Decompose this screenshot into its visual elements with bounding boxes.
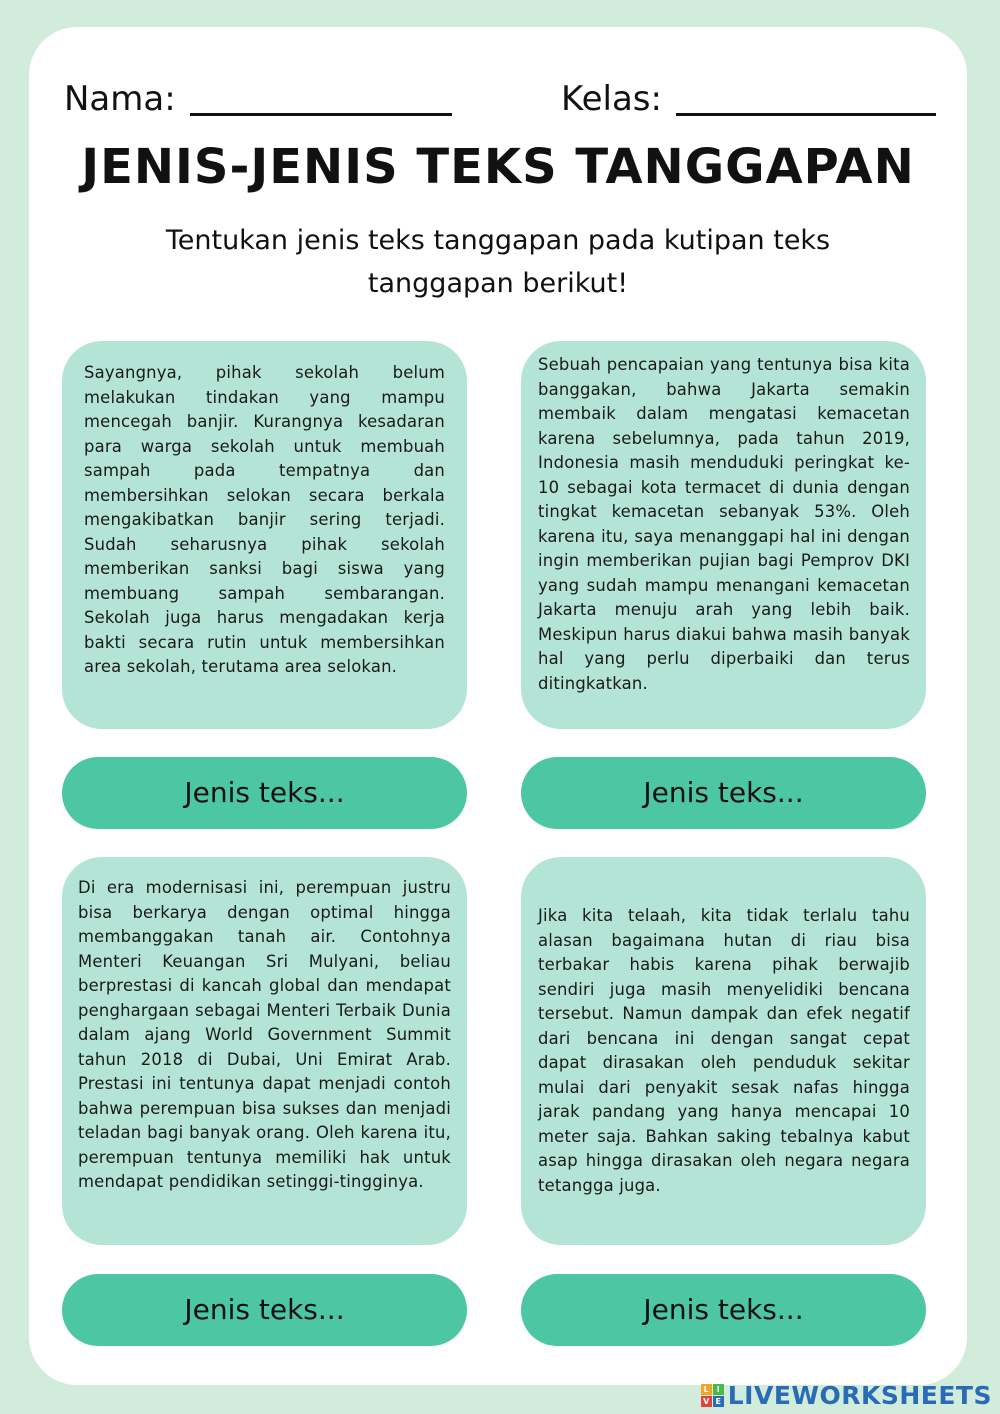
name-field <box>64 79 452 119</box>
liveworksheets-brand[interactable] <box>701 1380 992 1410</box>
class-blank-line[interactable] <box>676 113 936 116</box>
liveworksheets-logo-icon <box>701 1384 724 1407</box>
page-title: JENIS-JENIS TEKS TANGGAPAN <box>81 139 915 195</box>
excerpt-text-2: Sebuah pencapaian yang tentunya bisa kita banggakan, bahwa Jakarta semakin membaik dalam mengatasi kemacetan karena sebelumnya, pada tahun 2019, Indonesia masih menduduki peringkat ke-10 sebagai kota termacet di dunia dengan tingkat kemacetan sebanyak 53%. Oleh karena itu, saya menanggapi hal ini dengan ingin memberikan pujian bagi Pemprov DKI yang sudah mampu menangani kemacetan Jakarta menuju arah yang lebih baik. Meskipun harus diakui bahwa masih banyak hal yang perlu diperbaiki dan terus ditingkatkan. <box>538 355 910 693</box>
excerpt-text-4: Jika kita telaah, kita tidak terlalu tahu alasan bagaimana hutan di riau bisa terbakar habis karena pihak berwajib sendiri juga masih menyelidiki bencana tersebut. Namun dampak dan efek negatif dari bencana ini dengan sangat cepat dapat dirasakan oleh penduduk sekitar mulai dari penyakit sesak nafas hingga jarak pandang yang hanya mencapai 10 meter saja. Bahkan saking tebalnya kabut asap hingga dirasakan oleh negara negara tetangga juga. <box>538 906 910 1195</box>
logo-letter: V <box>701 1396 712 1407</box>
answer-field-4[interactable]: Jenis teks... <box>521 1274 926 1346</box>
logo-letter: I <box>713 1384 724 1395</box>
excerpt-card-4 <box>521 857 926 1245</box>
name-blank-line[interactable] <box>190 113 452 116</box>
excerpt-text-3: Di era modernisasi ini, perempuan justru bisa berkarya dengan optimal hingga membanggakan tanah air. Contohnya Menteri Keuangan Sri Mulyani, beliau berprestasi di kancah global dan mendapat penghargaan sebagai Menteri Terbaik Dunia dalam ajang World Government Summit tahun 2018 di Dubai, Uni Emirat Arab. Prestasi ini tentunya dapat menjadi contoh bahwa perempuan bisa sukses dan menjadi teladan bagi banyak orang. Oleh karena itu, perempuan tentunya memiliki hak untuk mendapat pendidikan setinggi-tingginya. <box>78 878 451 1191</box>
name-label: Nama: <box>64 79 176 119</box>
excerpt-card-2 <box>521 341 926 729</box>
excerpt-card-1 <box>62 341 467 729</box>
class-label: Kelas: <box>561 79 662 119</box>
excerpt-card-3 <box>62 857 467 1245</box>
worksheet-page <box>29 27 967 1385</box>
answer-field-1[interactable]: Jenis teks... <box>62 757 467 829</box>
excerpt-text-1: Sayangnya, pihak sekolah belum melakukan tindakan yang mampu mencegah banjir. Kurangnya kesadaran para warga sekolah untuk membuah sampah pada tempatnya dan membersihkan selokan secara berkala mengakibatkan banjir sering terjadi. Sudah seharusnya pihak sekolah memberikan sanksi bagi siswa yang membuang sampah sembarangan. Sekolah juga harus mengadakan kerja bakti secara rutin untuk membersihkan area sekolah, terutama area selokan. <box>84 363 445 676</box>
logo-letter: E <box>713 1396 724 1407</box>
logo-letter: L <box>701 1384 712 1395</box>
answer-field-3[interactable]: Jenis teks... <box>62 1274 467 1346</box>
brand-wordmark: LIVEWORKSHEETS <box>727 1380 992 1410</box>
answer-field-2[interactable]: Jenis teks... <box>521 757 926 829</box>
class-field <box>561 79 936 119</box>
instruction-text: Tentukan jenis teks tanggapan pada kutipan teks tanggapan berikut! <box>165 225 831 299</box>
